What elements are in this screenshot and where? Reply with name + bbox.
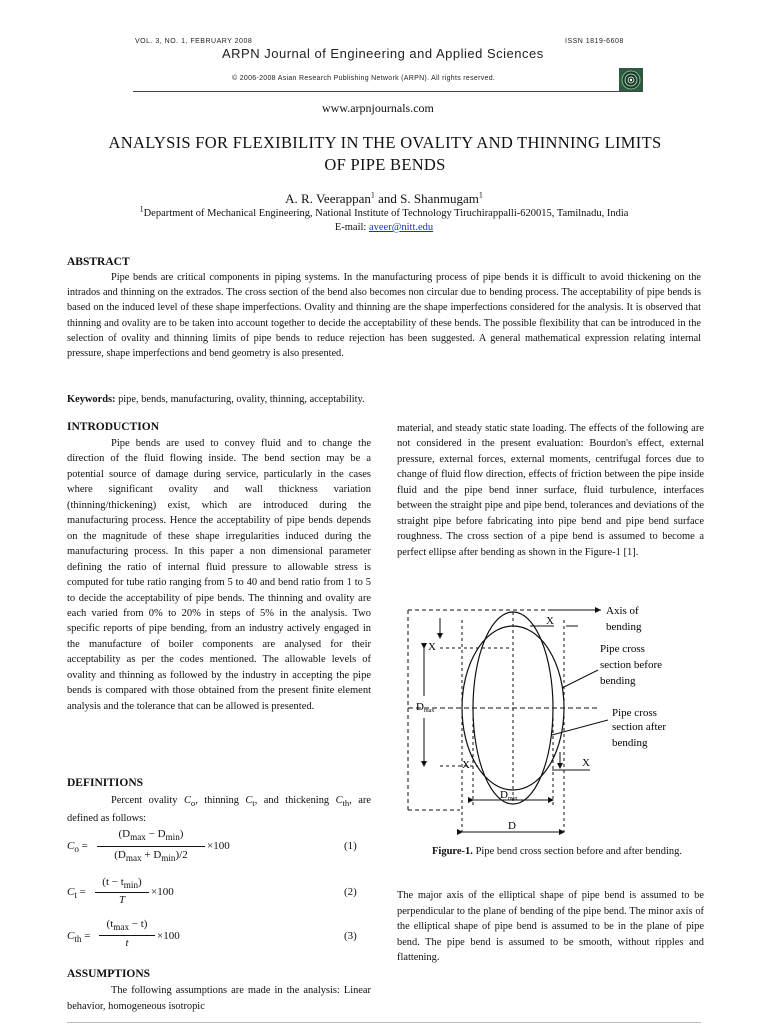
- equation-2: $C_t$ = $(t - t_{min})$ T ×100: [67, 876, 174, 906]
- figure-caption: Figure-1. Pipe bend cross section before and after bending.: [432, 846, 682, 857]
- assumptions-text: The following assumptions are made in the analysis: Linear behavior, homogeneous isotropic: [67, 985, 371, 1012]
- x-label-top: X: [546, 615, 554, 627]
- right-column-text-2: The major axis of the elliptical shape of pipe bend is assumed to be perpendicular to the plane of bending of the pipe bend. The minor axis of the elliptical shape of pipe bend is assumed to be in the plane of pipe bend. The pipe bend is assumed to be smooth, without ripples and flattening.: [397, 890, 704, 964]
- equation-1-number: (1): [344, 840, 357, 852]
- x-label-right: X: [582, 757, 590, 769]
- svg-text:Dmax: Dmax: [416, 701, 435, 714]
- equation-3: $C_{th}$ = $(t_{max} - t)$ t ×100: [67, 918, 180, 949]
- right-column-text-1: material, and steady static state loading. The effects of the following are not considered in the present evaluation: Bourdon's effect, external pressure, external forces, external moments, centrifugal forces due to change of fluid flow direction, effects of friction between the pipe inside fluid and the pipe bend inner surface, fluid turbulence, interfaces between the straight pipe and pipe bend, tolerances and deviations of the straight pipe before fabricating into pipe bend and pipe bend surface roughness. The cross section of a pipe bend is assumed to become a perfect ellipse after bending as shown in the Figure-1 [1].: [397, 423, 704, 558]
- x-label-left-top: X: [428, 641, 436, 653]
- equation-3-number: (3): [344, 930, 357, 942]
- svg-text:bending: bending: [606, 621, 642, 633]
- header-rule: [133, 91, 641, 92]
- journal-logo-icon: [619, 68, 643, 92]
- assumptions-heading: ASSUMPTIONS: [67, 968, 151, 980]
- journal-url: www.arpnjournals.com: [322, 101, 434, 115]
- author-1: A. R. Veerappan: [285, 191, 371, 206]
- definitions-heading: DEFINITIONS: [67, 777, 144, 789]
- email-line: E-mail: aveer@nitt.edu: [334, 222, 434, 233]
- svg-text:bending: bending: [600, 675, 636, 687]
- email-link[interactable]: aveer@nitt.edu: [368, 222, 434, 233]
- introduction-text: Pipe bends are used to convey fluid and to change the direction of the fluid flowing inside. The bend section may be a potential source of damage during service, particularly in the cases where significant ovality and wall thickness variation (thinning/thickening) exist, which are introduced during the manufacturing process. Hence the acceptability of pipe bends depends on the magnitude of these shape irregularities induced during the manufacturing process. In this paper a non dimensional parameter defining the ratio of internal fluid pressure to allowable stress is computed for tube ratio ranging from 5 to 40 and bend ratio from 1 to 5 to decide the acceptability of pipe bends. The thinning and ovality are each varied from 0% to 20% in steps of 5% in the analysis. Two specific reports of pipe bending, from an industry actively engaged in the manufacture of boiler components are analysed for their acceptability as per the codes mentioned. The allowable levels of ovality and thinning as followed by the industry in accepting the pipe bends is compared with those obtained from the present finite element analysis and the tolerance that can be allowed is presented.: [67, 438, 371, 712]
- svg-text:Dmin: Dmin: [500, 789, 518, 802]
- journal-title: ARPN Journal of Engineering and Applied Sciences: [222, 46, 544, 61]
- paper-title: [60, 132, 710, 176]
- equation-2-number: (2): [344, 886, 357, 898]
- svg-text:Axis of: Axis of: [606, 605, 639, 617]
- footer-rule: [67, 1022, 701, 1023]
- x-label-bottom-left: X: [462, 759, 470, 771]
- copyright: © 2006-2008 Asian Research Publishing Network (ARPN). All rights reserved.: [232, 75, 496, 82]
- equation-1: $C_o$ = $(D_{max} - D_{min})$ $(D_{max} + D_{min})/2$ ×100: [67, 828, 230, 864]
- svg-text:bending: bending: [612, 737, 648, 749]
- issn: ISSN 1819-6608: [565, 38, 624, 45]
- svg-text:Pipe cross: Pipe cross: [612, 707, 657, 719]
- svg-text:section before: section before: [600, 659, 662, 671]
- title-line-2: OF PIPE BENDS: [324, 155, 446, 174]
- volume-info: VOL. 3, NO. 1, FEBRUARY 2008: [135, 38, 253, 45]
- svg-text:Pipe cross: Pipe cross: [600, 643, 645, 655]
- keywords: Keywords: pipe, bends, manufacturing, ovality, thinning, acceptability.: [67, 394, 365, 405]
- affiliation: $^1$Department of Mechanical Engineering, National Institute of Technology Tiruchirappalli-620015, Tamilnadu, India: [139, 204, 629, 219]
- title-line-1: ANALYSIS FOR FLEXIBILITY IN THE OVALITY AND THINNING LIMITS: [108, 133, 662, 152]
- author-2: and S. Shanmugam: [374, 191, 479, 206]
- svg-text:D: D: [508, 820, 516, 832]
- svg-text:section after: section after: [612, 721, 667, 733]
- authors: A. R. Veerappan$^1$ and S. Shanmugam$^1$: [285, 190, 483, 206]
- pipe-bend-figure: [400, 600, 700, 840]
- introduction-heading: INTRODUCTION: [67, 421, 160, 433]
- abstract-text: Pipe bends are critical components in piping systems. In the manufacturing process of pipe bends it is difficult to avoid thickening on the intrados and thinning on the extrados. The cross section of the bend also becomes non circular due to bending process. The acceptability of pipe bends is based on the induced level of these shape imperfections. Ovality and thinning are the shape imperfections considered for the analysis. It is observed that thinning and ovality are to be taken into account together to decide the acceptability of these bends. The possible flexibility that can be introduced in the selection of ovality and thinning limits of pipe bends to reduce rejection has been suggested. A general mathematical expression relating internal pressure, shape imperfections and bend geometry is also presented.: [67, 272, 701, 360]
- abstract-heading: ABSTRACT: [67, 256, 130, 268]
- definitions-intro: Percent ovality $C_o$, thinning $C_t$, and thickening $C_{th}$, are defined as follows:: [67, 795, 371, 825]
